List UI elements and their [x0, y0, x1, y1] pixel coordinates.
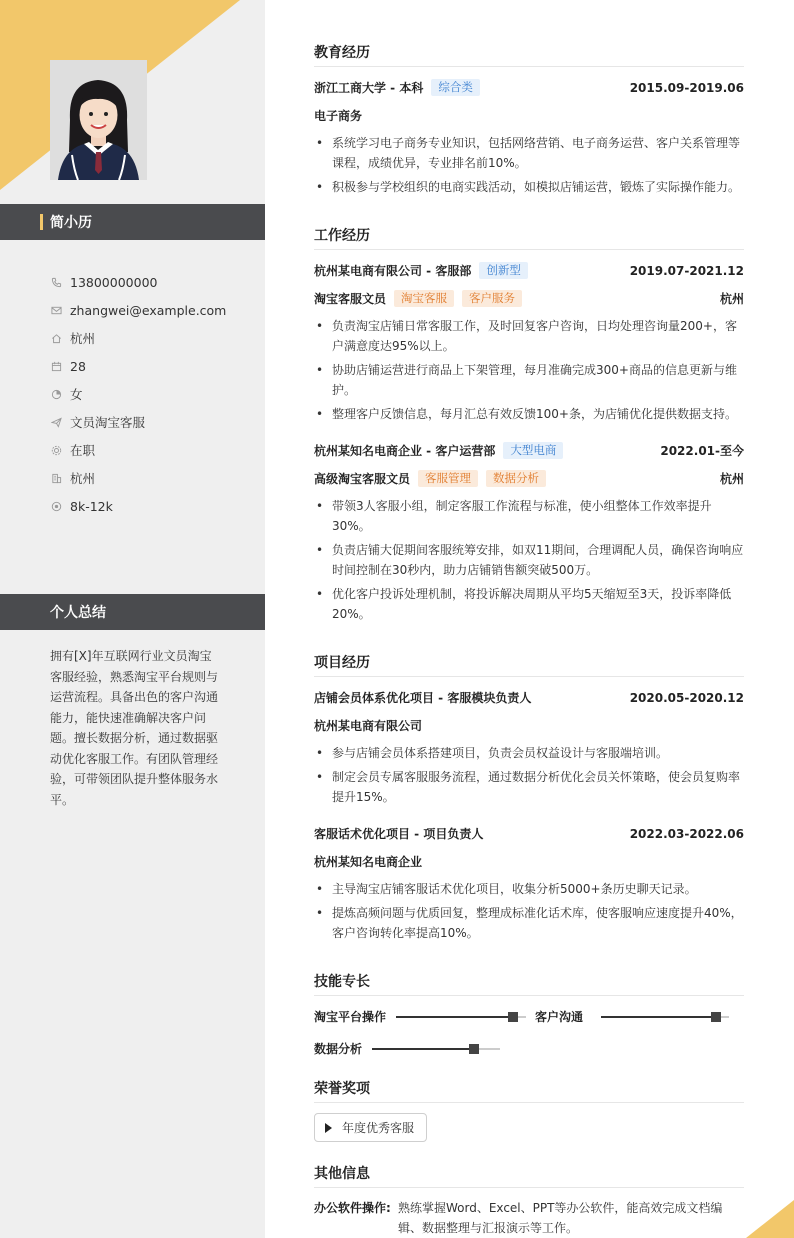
project-org: 杭州某电商有限公司	[314, 719, 423, 733]
section-title-projects: 项目经历	[314, 652, 744, 677]
skill-name: 淘宝平台操作	[314, 1010, 387, 1024]
skill-knob	[711, 1012, 721, 1022]
resume-title: 简小历	[50, 215, 92, 231]
project-bullets	[314, 879, 744, 947]
job-date: 2022.01-至今	[660, 444, 744, 458]
project-org: 杭州某知名电商企业	[314, 855, 423, 869]
job-header	[314, 262, 744, 279]
contact-info-list	[50, 268, 226, 520]
job-header	[314, 442, 744, 459]
skill-fill	[396, 1016, 513, 1018]
skill-level-bar	[396, 1016, 526, 1018]
job-bullets	[314, 316, 744, 428]
info-text: 女	[70, 387, 83, 402]
list-item: • 制定会员专属客服服务流程，通过数据分析优化会员关怀策略，使会员复购率提升15%。	[314, 767, 744, 807]
play-icon	[325, 1123, 332, 1133]
skill-item	[314, 1008, 526, 1025]
section-title-education: 教育经历	[314, 42, 744, 67]
info-text: 13800000000	[70, 274, 158, 290]
education-major-row	[314, 107, 744, 124]
skill-tag: 数据分析	[486, 470, 546, 487]
info-text: 在职	[70, 443, 96, 458]
list-item: • 整理客户反馈信息，每月汇总有效反馈100+条，为店铺优化提供数据支持。	[314, 404, 744, 424]
job-date: 2019.07-2021.12	[629, 263, 744, 278]
education-header	[314, 79, 744, 96]
list-item: • 优化客户投诉处理机制，将投诉解决周期从平均5天缩短至3天，投诉率降低20%。	[314, 584, 744, 624]
resume-header	[0, 204, 265, 240]
skill-tag: 淘宝客服	[394, 290, 454, 307]
calendar-icon	[50, 360, 62, 372]
company-name: 杭州某知名电商企业 - 客户运营部	[314, 444, 496, 458]
project-bullets	[314, 743, 744, 811]
skill-tag: 客户服务	[462, 290, 522, 307]
status-icon	[50, 444, 62, 456]
project-name: 客服话术优化项目 - 项目负责人	[314, 827, 484, 841]
skill-name: 客户沟通	[535, 1010, 584, 1024]
info-text: 文员淘宝客服	[70, 415, 146, 430]
info-gender	[50, 380, 226, 408]
info-age	[50, 352, 226, 380]
skill-level-bar	[601, 1016, 729, 1018]
sidebar	[0, 0, 265, 1238]
company-tag: 大型电商	[503, 442, 563, 459]
send-icon	[50, 416, 62, 428]
info-text: zhangwei@example.com	[70, 302, 227, 318]
project-date: 2020.05-2020.12	[629, 690, 744, 705]
project-name: 店铺会员体系优化项目 - 客服模块负责人	[314, 691, 532, 705]
section-title-skills: 技能专长	[314, 971, 744, 996]
section-title-work: 工作经历	[314, 225, 744, 250]
job-city: 杭州	[719, 292, 744, 306]
job-position-row	[314, 290, 744, 307]
job-position: 高级淘宝客服文员	[314, 472, 411, 486]
skill-knob	[508, 1012, 518, 1022]
job-position: 淘宝客服文员	[314, 292, 387, 306]
list-item: • 带领3人客服小组，制定客服工作流程与标准，使小组整体工作效率提升30%。	[314, 496, 744, 536]
list-item: • 负责淘宝店铺日常客服工作，及时回复客户咨询，日均处理咨询量200+，客户满意度达95%以上。	[314, 316, 744, 356]
accent-bar	[40, 214, 43, 230]
other-label: 办公软件操作:	[314, 1201, 391, 1215]
school-tag: 综合类	[431, 79, 480, 96]
info-email	[50, 296, 226, 324]
school-name: 浙江工商大学 - 本科	[314, 81, 424, 95]
home-icon	[50, 332, 62, 344]
skill-item	[314, 1040, 500, 1057]
job-position-row	[314, 470, 744, 487]
summary-title: 个人总结	[50, 605, 106, 621]
summary-text: 拥有[X]年互联网行业文员淘宝客服经验，熟悉淘宝平台规则与运营流程。具备出色的客户沟通能力，能快速准确解决客户问题。擅长数据分析，通过数据驱动优化客服工作。有团队管理经验，可带领团队提升整体服务水平。	[50, 649, 219, 807]
company-name: 杭州某电商有限公司 - 客服部	[314, 264, 472, 278]
info-text: 杭州	[70, 471, 96, 486]
section-title-other: 其他信息	[314, 1163, 744, 1188]
project-org-row	[314, 853, 744, 870]
project-header	[314, 689, 744, 706]
skill-fill	[372, 1048, 474, 1050]
info-salary	[50, 492, 226, 520]
job-city: 杭州	[719, 472, 744, 486]
phone-icon	[50, 276, 62, 288]
project-org-row	[314, 717, 744, 734]
skill-tag: 客服管理	[418, 470, 478, 487]
award-name: 年度优秀客服	[342, 1121, 415, 1135]
info-text: 杭州	[70, 331, 96, 346]
education-date: 2015.09-2019.06	[629, 80, 744, 95]
mail-icon	[50, 304, 62, 316]
salary-icon	[50, 500, 62, 512]
major: 电子商务	[314, 109, 363, 123]
project-date: 2022.03-2022.06	[629, 826, 744, 841]
info-city	[50, 464, 226, 492]
list-item: • 参与店铺会员体系搭建项目，负责会员权益设计与客服端培训。	[314, 743, 744, 763]
award-item[interactable]	[314, 1113, 427, 1142]
job-bullets	[314, 496, 744, 628]
list-item: • 主导淘宝店铺客服话术优化项目，收集分析5000+条历史聊天记录。	[314, 879, 744, 899]
skill-fill	[601, 1016, 716, 1018]
skill-knob	[469, 1044, 479, 1054]
list-item: • 积极参与学校组织的电商实践活动，如模拟店铺运营，锻炼了实际操作能力。	[314, 177, 744, 197]
list-item: • 系统学习电子商务专业知识，包括网络营销、电子商务运营、客户关系管理等课程，成绩优异，专业排名前10%。	[314, 133, 744, 173]
list-item: • 协助店铺运营进行商品上下架管理，每月准确完成300+商品的信息更新与维护。	[314, 360, 744, 400]
other-info-row	[314, 1198, 744, 1238]
avatar	[50, 60, 147, 180]
info-phone	[50, 268, 226, 296]
info-status	[50, 436, 226, 464]
building-icon	[50, 472, 62, 484]
skill-item	[535, 1008, 729, 1025]
decorative-corner	[746, 1200, 794, 1238]
section-title-awards: 荣誉奖项	[314, 1078, 744, 1103]
other-value: 熟练掌握Word、Excel、PPT等办公软件，能高效完成文档编辑、数据整理与汇报演示等工作。	[398, 1201, 723, 1235]
info-text: 28	[70, 358, 86, 374]
company-tag: 创新型	[479, 262, 528, 279]
project-header	[314, 825, 744, 842]
info-residence	[50, 324, 226, 352]
skill-level-bar	[372, 1048, 500, 1050]
gender-icon	[50, 388, 62, 400]
list-item: • 负责店铺大促期间客服统筹安排，如双11期间，合理调配人员，确保咨询响应时间控制在30秒内，助力店铺销售额突破500万。	[314, 540, 744, 580]
summary-header	[0, 594, 265, 630]
education-bullets	[314, 133, 744, 201]
skill-name: 数据分析	[314, 1042, 363, 1056]
info-position	[50, 408, 226, 436]
info-text: 8k-12k	[70, 498, 113, 514]
list-item: • 提炼高频问题与优质回复，整理成标准化话术库，使客服响应速度提升40%，客户咨询转化率提高10%。	[314, 903, 744, 943]
